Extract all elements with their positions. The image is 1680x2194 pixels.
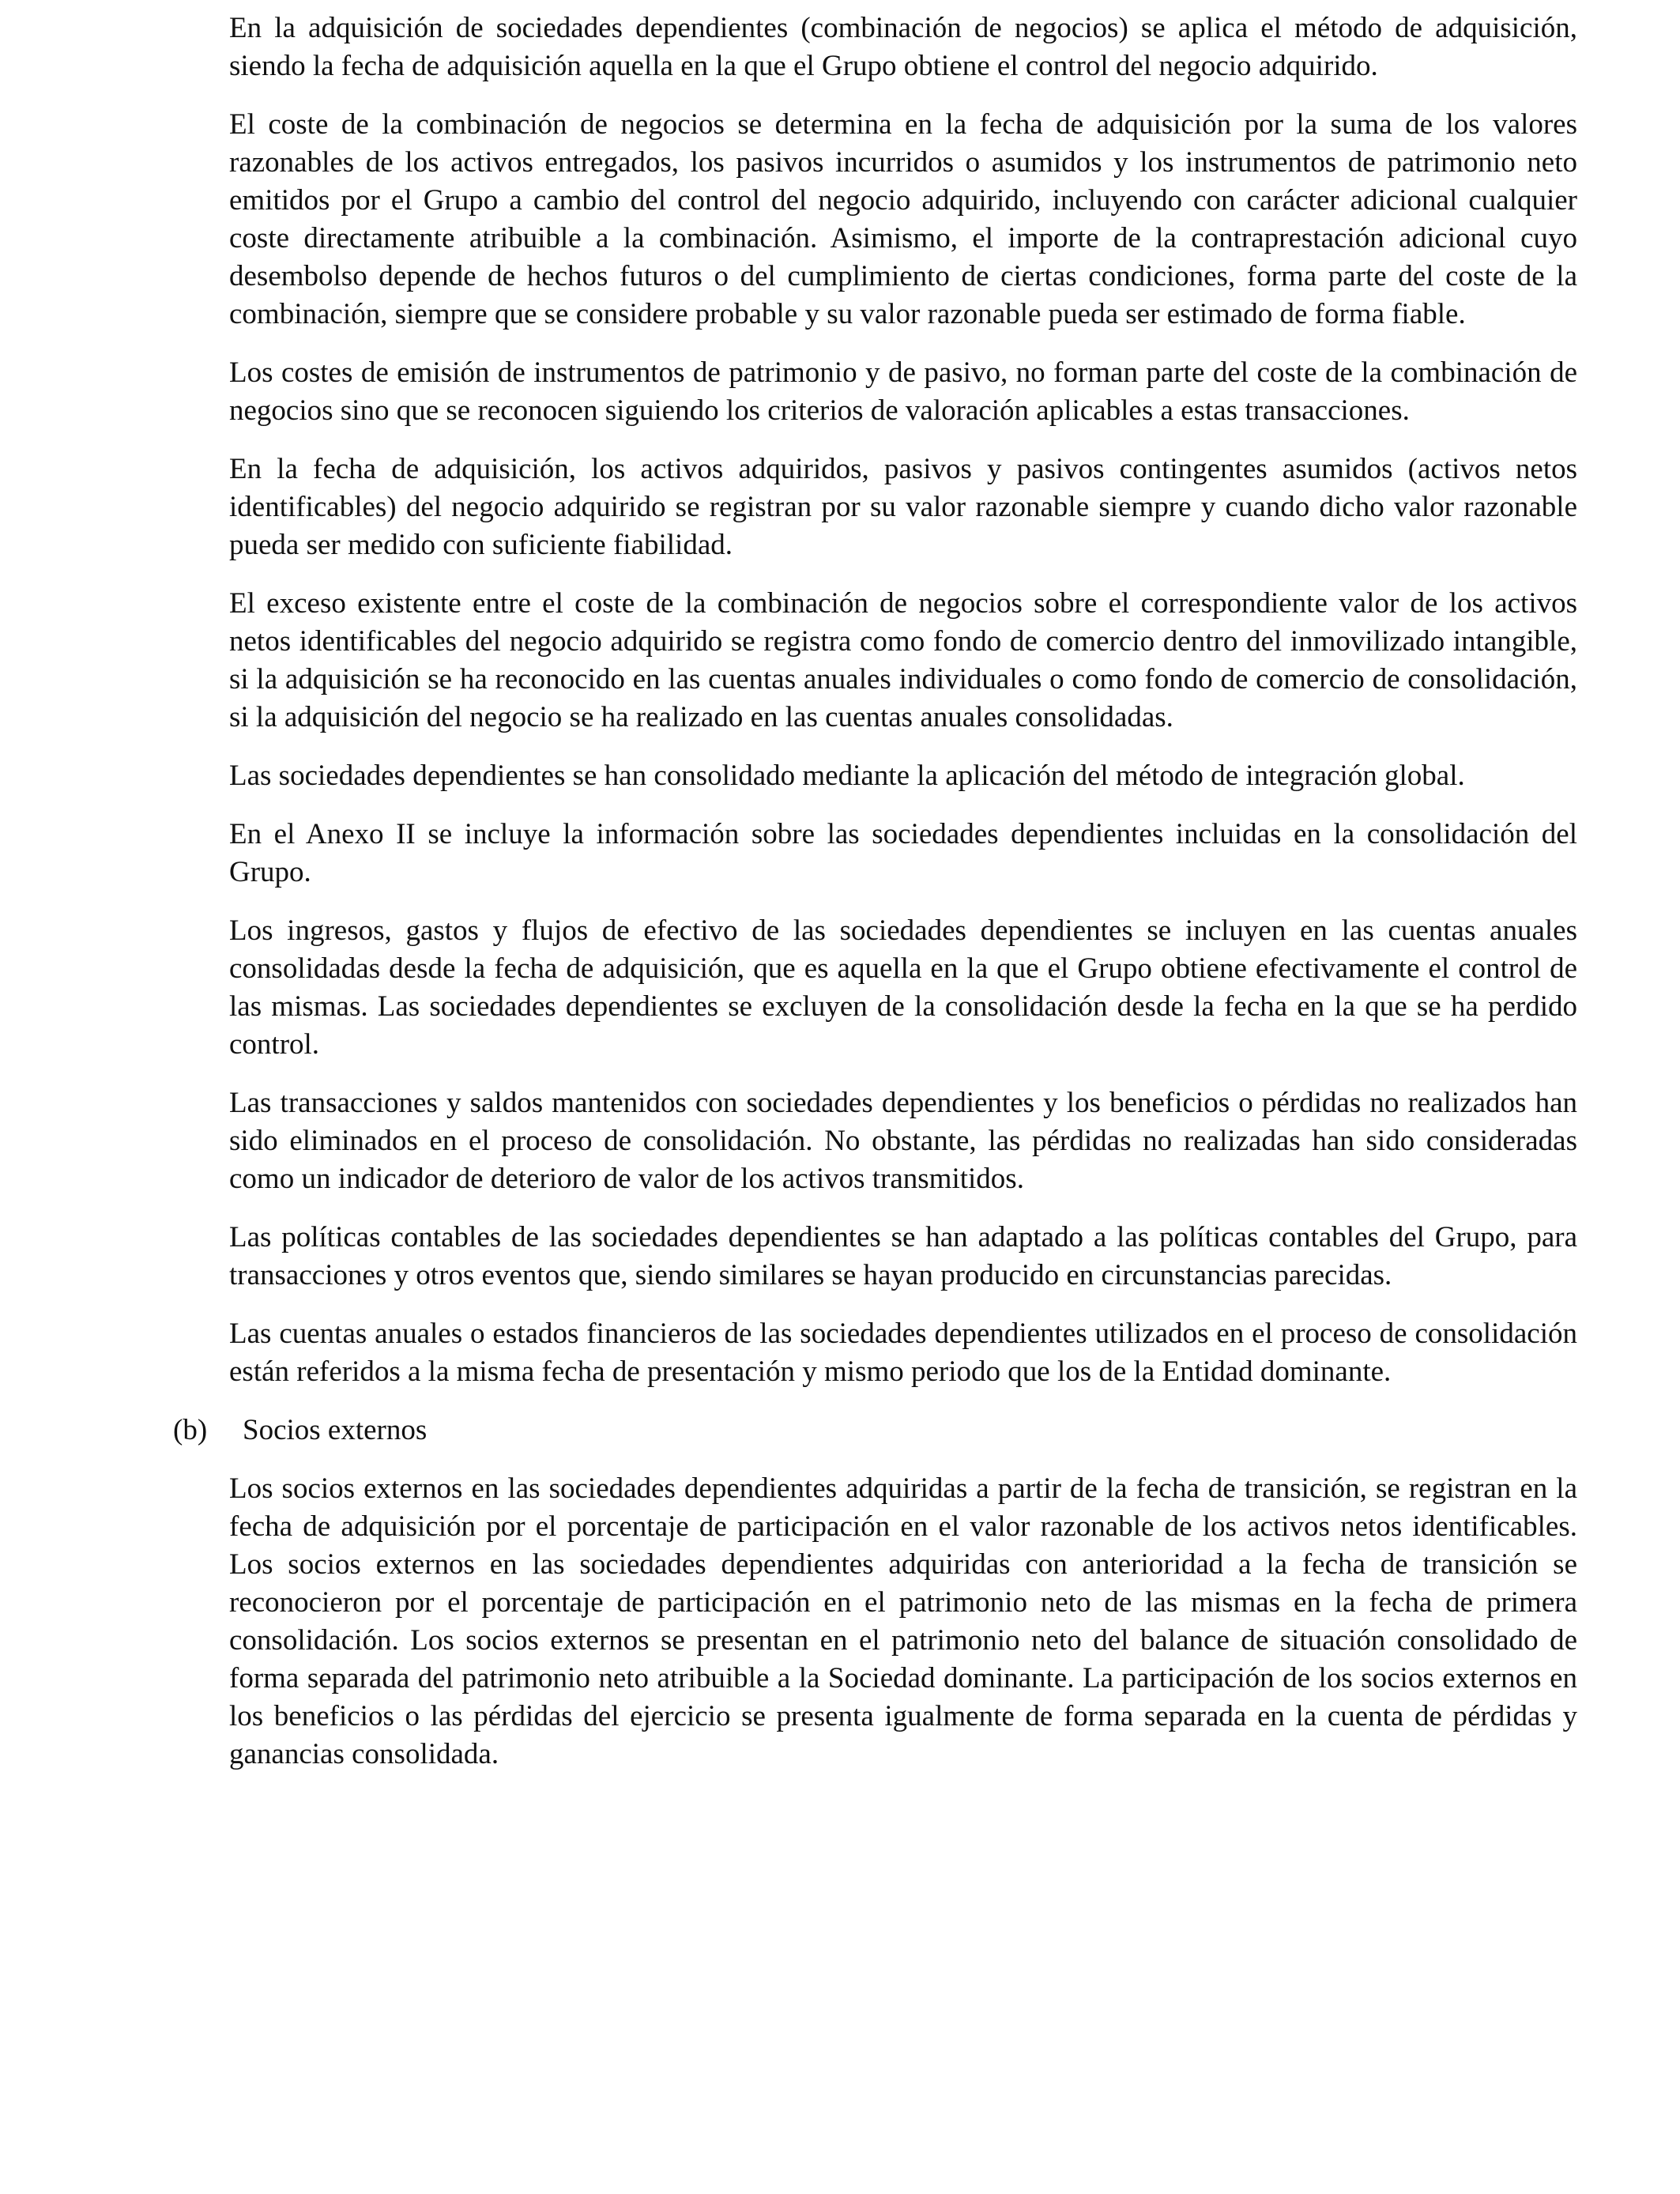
paragraph-issuance-costs: Los costes de emisión de instrumentos de patrimonio y de pasivo, no forman parte del coste de la combinación de negocios sino que se reconocen siguiendo los criterios de valoración aplicables a estas transacciones. <box>229 356 1577 427</box>
section-title: Socios externos <box>243 1414 428 1446</box>
paragraph-reporting-date: Las cuentas anuales o estados financieros de las sociedades dependientes utilizados en el proceso de consolidación están referidos a la misma fecha de presentación y mismo periodo que los de la Entidad dominante. <box>229 1318 1577 1388</box>
document-body <box>173 9 1577 1794</box>
paragraph-income-expenses: Los ingresos, gastos y flujos de efectivo de las sociedades dependientes se incluyen en las cuentas anuales consolidadas desde la fecha de adquisición, que es aquella en la que el Grupo obtiene efectivamente el control de las mismas. Las sociedades dependientes se excluyen de la consolidación desde la fecha en la que se ha perdido control. <box>229 914 1577 1061</box>
paragraph-global-integration: Las sociedades dependientes se han consolidado mediante la aplicación del método de integración global. <box>229 760 1465 792</box>
paragraph-eliminations: Las transacciones y saldos mantenidos con sociedades dependientes y los beneficios o pérdidas no realizados han sido eliminados en el proceso de consolidación. No obstante, las pérdidas no realizadas han sido consideradas como un indicador de deterioro de valor de los activos transmitidos. <box>229 1087 1577 1195</box>
paragraph-goodwill: El exceso existente entre el coste de la combinación de negocios sobre el correspondiente valor de los activos netos identificables del negocio adquirido se registra como fondo de comercio dentro del inmovilizado intangible, si la adquisición se ha reconocido en las cuentas anuales individuales o como fondo de comercio de consolidación, si la adquisición del negocio se ha realizado en las cuentas anuales consolidadas. <box>229 587 1577 733</box>
paragraph-fair-value-assets: En la fecha de adquisición, los activos adquiridos, pasivos y pasivos contingentes asumidos (activos netos identificables) del negocio adquirido se registran por su valor razonable siempre y cuando dicho valor razonable pueda ser medido con suficiente fiabilidad. <box>229 453 1577 561</box>
paragraph-acquisition-method: En la adquisición de sociedades dependientes (combinación de negocios) se aplica el método de adquisición, siendo la fecha de adquisición aquella en la que el Grupo obtiene el control del negocio adquirido. <box>229 12 1577 82</box>
paragraph-combination-cost: El coste de la combinación de negocios se determina en la fecha de adquisición por la suma de los valores razonables de los activos entregados, los pasivos incurridos o asumidos y los instrumentos de patrimonio neto emitidos por el Grupo a cambio del control del negocio adquirido, incluyendo con carácter adicional cualquier coste directamente atribuible a la combinación. Asimismo, el importe de la contraprestación adicional cuyo desembolso depende de hechos futuros o del cumplimiento de ciertas condiciones, forma parte del coste de la combinación, siempre que se considere probable y su valor razonable pueda ser estimado de forma fiable. <box>229 108 1577 330</box>
paragraph-annex-ii: En el Anexo II se incluye la información sobre las sociedades dependientes incluidas en la consolidación del Grupo. <box>229 818 1577 888</box>
section-marker: (b) <box>173 1414 208 1446</box>
paragraph-socios-externos: Los socios externos en las sociedades dependientes adquiridas a partir de la fecha de transición, se registran en la fecha de adquisición por el porcentaje de participación en el valor razonable de los activos netos identificables. Los socios externos en las sociedades dependientes adquiridas con anterioridad a la fecha de transición se reconocieron por el porcentaje de participación en el patrimonio neto de las mismas en la fecha de primera consolidación. Los socios externos se presentan en el patrimonio neto del balance de situación consolidado de forma separada del patrimonio neto atribuible a la Sociedad dominante. La participación de los socios externos en los beneficios o las pérdidas del ejercicio se presenta igualmente de forma separada en la cuenta de pérdidas y ganancias consolidada. <box>229 1472 1577 1770</box>
section-heading-socios-externos <box>173 1412 1577 1449</box>
paragraph-accounting-policies: Las políticas contables de las sociedades dependientes se han adaptado a las políticas contables del Grupo, para transacciones y otros eventos que, siendo similares se hayan producido en circunstancias parecidas. <box>229 1221 1577 1291</box>
